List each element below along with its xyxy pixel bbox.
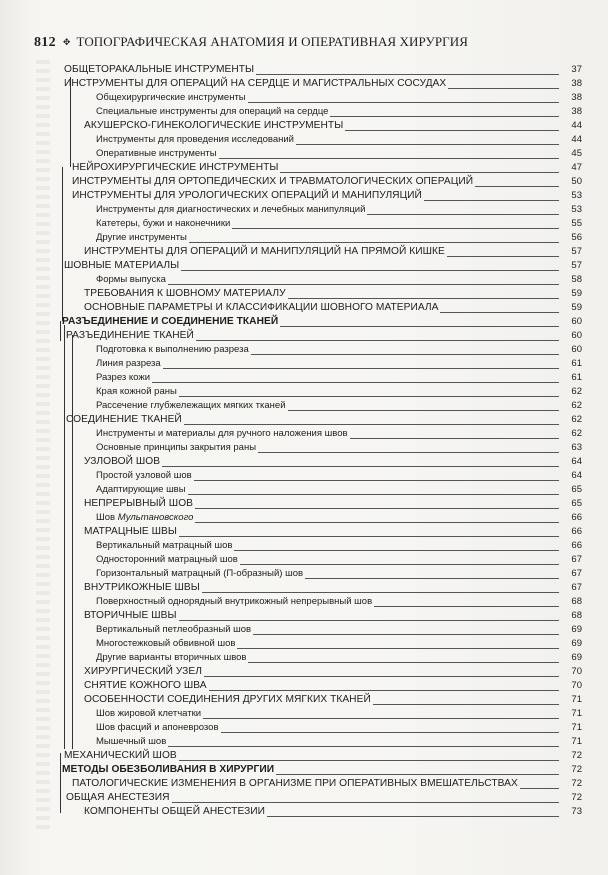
toc-entry[interactable]: Края кожной раны 62 <box>96 386 582 397</box>
toc-entry[interactable]: Формы выпуска 58 <box>96 274 582 285</box>
toc-entry[interactable]: ИНСТРУМЕНТЫ ДЛЯ ОПЕРАЦИЙ И МАНИПУЛЯЦИЙ НА ПРЯМОЙ КИШКЕ 57 <box>84 246 582 257</box>
outline-line <box>60 753 61 813</box>
outline-line <box>72 335 73 423</box>
toc-entry[interactable]: ШОВНЫЕ МАТЕРИАЛЫ 57 <box>64 260 582 271</box>
page-number: 812 <box>34 35 56 50</box>
toc-entry[interactable]: Линия разреза 61 <box>96 358 582 369</box>
toc-entry[interactable]: КОМПОНЕНТЫ ОБЩЕЙ АНЕСТЕЗИИ 73 <box>84 806 582 817</box>
toc-entry[interactable]: Другие варианты вторичных швов 69 <box>96 652 582 663</box>
toc-entry[interactable]: ОБЩАЯ АНЕСТЕЗИЯ 72 <box>66 792 582 803</box>
toc-entry[interactable]: Односторонний матрацный шов 67 <box>96 554 582 565</box>
toc-entry[interactable]: ОБЩЕТОРАКАЛЬНЫЕ ИНСТРУМЕНТЫ 37 <box>64 64 582 75</box>
toc-entry[interactable]: Шов жировой клетчатки 71 <box>96 708 582 719</box>
ornament-icon: ✥ <box>62 37 71 47</box>
toc-entry[interactable]: УЗЛОВОЙ ШОВ 64 <box>84 456 582 467</box>
toc-entry[interactable]: Мышечный шов 71 <box>96 736 582 747</box>
toc-entry[interactable]: Инструменты для диагностических и лечебных манипуляций 53 <box>96 204 582 215</box>
toc-entry[interactable]: ИНСТРУМЕНТЫ ДЛЯ ОРТОПЕДИЧЕСКИХ И ТРАВМАТОЛОГИЧЕСКИХ ОПЕРАЦИЙ 50 <box>72 176 582 187</box>
toc-entry[interactable]: Многостежковый обвивной шов 69 <box>96 638 582 649</box>
toc-entry[interactable]: Подготовка к выполнению разреза 60 <box>96 344 582 355</box>
toc-entry[interactable]: ПАТОЛОГИЧЕСКИЕ ИЗМЕНЕНИЯ В ОРГАНИЗМЕ ПРИ ОПЕРАТИВНЫХ ВМЕШАТЕЛЬСТВАХ 72 <box>72 778 582 789</box>
toc-entry[interactable]: СНЯТИЕ КОЖНОГО ШВА 70 <box>84 680 582 691</box>
outline-line <box>60 321 61 341</box>
toc-entry[interactable]: СОЕДИНЕНИЕ ТКАНЕЙ 62 <box>66 414 582 425</box>
toc-entry[interactable]: ОСОБЕННОСТИ СОЕДИНЕНИЯ ДРУГИХ МЯГКИХ ТКАНЕЙ 71 <box>84 694 582 705</box>
toc-entry[interactable]: Разрез кожи 61 <box>96 372 582 383</box>
toc-entry[interactable]: Оперативные инструменты 45 <box>96 148 582 159</box>
toc-entry[interactable]: РАЗЪЕДИНЕНИЕ ТКАНЕЙ 60 <box>66 330 582 341</box>
toc-entry[interactable]: Другие инструменты 56 <box>96 232 582 243</box>
toc-entry[interactable]: ИНСТРУМЕНТЫ ДЛЯ УРОЛОГИЧЕСКИХ ОПЕРАЦИЙ И МАНИПУЛЯЦИЙ 53 <box>72 190 582 201</box>
outline-line <box>64 325 65 749</box>
toc-entry[interactable]: Общехирургические инструменты 38 <box>96 92 582 103</box>
toc-entry[interactable]: ВНУТРИКОЖНЫЕ ШВЫ 67 <box>84 582 582 593</box>
outline-line <box>72 419 73 749</box>
toc-entry[interactable]: Рассечение глубжележащих мягких тканей 62 <box>96 400 582 411</box>
toc-entry[interactable]: НЕПРЕРЫВНЫЙ ШОВ 65 <box>84 498 582 509</box>
toc-chapter[interactable]: МЕТОДЫ ОБЕЗБОЛИВАНИЯ В ХИРУРГИИ 72 <box>62 764 582 775</box>
toc-entry[interactable]: Вертикальный матрацный шов 66 <box>96 540 582 551</box>
toc-entry[interactable]: Шов фасций и апоневрозов 71 <box>96 722 582 733</box>
toc-entry[interactable]: Инструменты для проведения исследований 44 <box>96 134 582 145</box>
toc-entry[interactable]: Поверхностный однорядный внутрикожный непрерывный шов 68 <box>96 596 582 607</box>
toc-entry[interactable]: Шов Мультановского 66 <box>96 512 582 523</box>
toc-chapter[interactable]: РАЗЪЕДИНЕНИЕ И СОЕДИНЕНИЕ ТКАНЕЙ 60 <box>62 316 582 327</box>
toc-entry[interactable]: МАТРАЦНЫЕ ШВЫ 66 <box>84 526 582 537</box>
outline-line <box>62 167 63 321</box>
toc-entry[interactable]: МЕХАНИЧЕСКИЙ ШОВ 72 <box>64 750 582 761</box>
toc-entry[interactable]: ИНСТРУМЕНТЫ ДЛЯ ОПЕРАЦИЙ НА СЕРДЦЕ И МАГИСТРАЛЬНЫХ СОСУДАХ 38 <box>64 78 582 89</box>
toc-entry[interactable]: НЕЙРОХИРУРГИЧЕСКИЕ ИНСТРУМЕНТЫ 47 <box>72 162 582 173</box>
toc-entry[interactable]: ХИРУРГИЧЕСКИЙ УЗЕЛ 70 <box>84 666 582 677</box>
toc-entry[interactable]: Инструменты и материалы для ручного наложения швов 62 <box>96 428 582 439</box>
toc-entry[interactable]: Простой узловой шов 64 <box>96 470 582 481</box>
toc-entry[interactable]: ТРЕБОВАНИЯ К ШОВНОМУ МАТЕРИАЛУ 59 <box>84 288 582 299</box>
toc-entry[interactable]: Основные принципы закрытия раны 63 <box>96 442 582 453</box>
toc-entry[interactable]: Горизонтальный матрацный (П-образный) шов 67 <box>96 568 582 579</box>
toc-entry[interactable]: ВТОРИЧНЫЕ ШВЫ 68 <box>84 610 582 621</box>
running-title: ТОПОГРАФИЧЕСКАЯ АНАТОМИЯ И ОПЕРАТИВНАЯ ХИРУРГИЯ <box>76 34 469 49</box>
page-binding-shadow <box>36 60 50 830</box>
toc-entry[interactable]: Вертикальный петлеобразный шов 69 <box>96 624 582 635</box>
toc-entry[interactable]: Специальные инструменты для операций на сердце 38 <box>96 106 582 117</box>
toc-entry[interactable]: ОСНОВНЫЕ ПАРАМЕТРЫ И КЛАССИФИКАЦИИ ШОВНОГО МАТЕРИАЛА 59 <box>84 302 582 313</box>
toc-entry[interactable]: АКУШЕРСКО-ГИНЕКОЛОГИЧЕСКИЕ ИНСТРУМЕНТЫ 44 <box>84 120 582 131</box>
toc-entry[interactable]: Адаптирующие швы 65 <box>96 484 582 495</box>
toc-entry[interactable]: Катетеры, бужи и наконечники 55 <box>96 218 582 229</box>
running-head <box>34 34 588 54</box>
